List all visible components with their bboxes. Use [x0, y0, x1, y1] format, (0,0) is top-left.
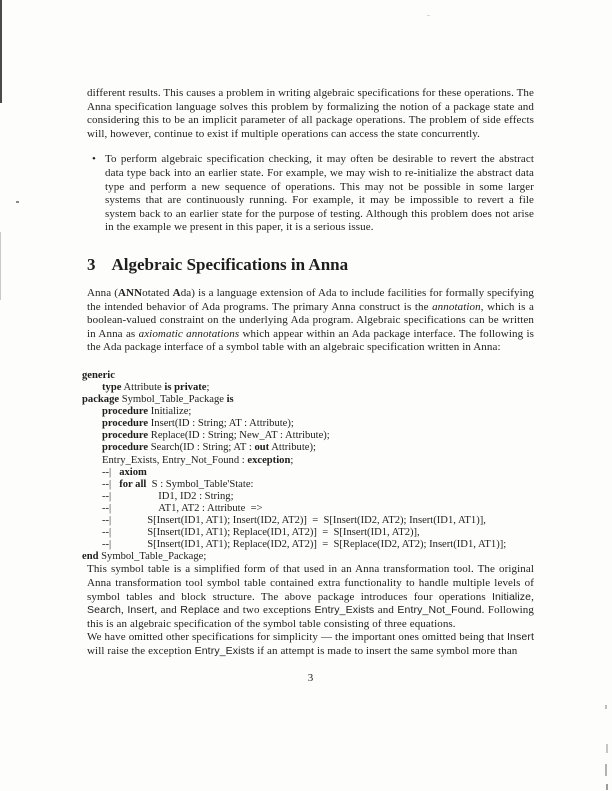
- text-run: procedure: [102, 442, 149, 454]
- annotation-prefix: --|: [102, 515, 112, 527]
- code-line: [82, 467, 534, 479]
- code-line: [82, 515, 534, 527]
- code-line: [82, 551, 534, 563]
- text-run: package: [82, 394, 120, 406]
- text-run: procedure: [102, 418, 149, 430]
- text-run: will raise the exception: [87, 644, 195, 657]
- text-run: out: [254, 442, 270, 454]
- code-line: [82, 479, 534, 491]
- text-run: Insert: [127, 604, 155, 617]
- code-line: [82, 527, 534, 539]
- text-run: Insert: [507, 631, 534, 644]
- code-line: [82, 430, 534, 442]
- text-run: Insert(ID : String; AT : Attribute);: [148, 418, 294, 430]
- text-run: AT1, AT2 : Attribute =>: [158, 502, 263, 514]
- text-run: otated: [142, 286, 173, 299]
- bullet-paragraph: [105, 153, 534, 235]
- body-paragraph-1: [87, 563, 534, 631]
- text-run: Replace(ID : String; New_AT : Attribute);: [148, 430, 330, 442]
- text-run: ID1, ID2 : String;: [158, 490, 234, 502]
- annotation-prefix: --|: [102, 527, 112, 539]
- text-run: Attribute: [121, 382, 165, 393]
- text-run: This symbol table is a simplified form of that used in an Anna transformation tool. The original Anna transformation tool symbol table contained extra functionality to handle multiple levels of symbol tables and block structure. The above package introduces four operations: [87, 563, 534, 603]
- code-line: [82, 491, 534, 503]
- code-line-content: [111, 503, 262, 514]
- text-run: generic: [82, 369, 115, 381]
- text-run: S[Insert(ID1, AT1); Replace(ID1, AT2)] = S[Insert(ID1, AT2)],: [147, 527, 420, 539]
- code-line-content: [102, 442, 316, 453]
- code-line-content: [111, 515, 486, 526]
- code-line: [82, 455, 534, 467]
- code-line-content: [111, 491, 233, 502]
- text-run: ;: [290, 454, 294, 466]
- text-run: ;: [206, 382, 210, 393]
- text-run: , and: [154, 604, 181, 617]
- text-run: da) is a language extension of Ada to include facilities for formally specifying the intended behavior of Ada programs. The primary Anna construct is the: [87, 286, 535, 313]
- code-line-content: [111, 527, 420, 538]
- text-run: type: [102, 382, 122, 393]
- text-run: We have omitted other specifications for simplicity — the important ones omitted being that: [87, 631, 508, 644]
- text-run: ANN: [118, 286, 143, 299]
- text-run: and two exceptions: [219, 604, 315, 617]
- text-run: exception: [247, 454, 291, 466]
- paragraph-continuation: [87, 87, 534, 141]
- text-run: Initialize: [492, 590, 532, 603]
- text-run: A: [172, 286, 181, 299]
- code-line-content: [82, 370, 115, 381]
- code-line: [82, 406, 534, 418]
- text-run: Entry_Not_Found: [397, 604, 482, 617]
- text-run: S : Symbol_Table'State:: [146, 478, 254, 490]
- text-run: . Following this is an algebraic specification of the symbol table consisting of three equations.: [87, 604, 535, 630]
- text-run: is: [164, 382, 172, 393]
- bullet-item: [87, 153, 534, 235]
- section-number: 3: [87, 254, 96, 274]
- text-run: To perform algebraic specification checking, it may often be desirable to revert the abstract data type back into an earlier state. For example, we may wish to re-initialize the abstract data type and perform a new sequence of operations. This may not be possible in some larger systems that are continuously running. For example, it may be impossible to revert a file system back to an earlier state for the purpose of testing. Although this problem does not arise in the example we present in this paper, it is a serious issue.: [105, 153, 534, 234]
- code-line: [82, 442, 534, 454]
- text-run: which appear within an Ada package interface. The following is the Ada package interface of a symbol table with an algebraic specification written in Anna:: [87, 327, 534, 354]
- intro-paragraph: [87, 287, 534, 355]
- annotation-prefix: --|: [102, 478, 112, 490]
- code-line-content: [82, 394, 234, 405]
- code-listing: [82, 370, 534, 564]
- scan-artifact-right-edge: [606, 744, 608, 753]
- text-run: axiomatic annotations: [138, 327, 240, 340]
- page-number: 3: [307, 671, 314, 684]
- text-run: Symbol_Table_Package;: [98, 551, 207, 563]
- text-run: private: [174, 382, 207, 393]
- code-line: [82, 382, 534, 394]
- text-run: Replace: [180, 604, 220, 617]
- text-run: annotation: [432, 300, 481, 313]
- text-run: for all: [119, 478, 147, 490]
- text-run: Entry_Exists: [194, 644, 255, 657]
- text-run: Search(ID : String; AT :: [148, 442, 255, 454]
- code-line-content: [111, 539, 506, 550]
- text-run: axiom: [119, 466, 147, 478]
- text-run: Attribute);: [269, 442, 316, 454]
- code-line-content: [102, 430, 330, 441]
- scan-artifact-right-edge: [605, 705, 607, 709]
- text-run: and: [374, 604, 398, 617]
- text-run: ,: [531, 590, 534, 603]
- code-line-content: [102, 406, 191, 417]
- text-run: end: [82, 551, 99, 563]
- text-run: , which is a boolean-valued constraint on the underlying Ada program. Algebraic specifications can be written in Anna as: [87, 300, 534, 340]
- text-run: Entry_Exists, Entry_Not_Found :: [102, 454, 248, 466]
- code-line-content: [102, 455, 293, 466]
- scan-artifact-right-edge: [606, 784, 608, 790]
- body-paragraph-2: [87, 631, 534, 658]
- code-line: [82, 394, 534, 406]
- scan-artifact-right-edge: [605, 764, 607, 776]
- text-run: different results. This causes a problem in writing algebraic specifications for these operations. The Anna specification language solves this problem by formalizing the notion of a package state and considering this to be an implicit parameter of all package operations. The problem of side effects will, however, continue to exist if multiple operations can access the state concurrently.: [87, 87, 534, 140]
- text-run: Anna (: [87, 286, 119, 299]
- code-line: [82, 418, 534, 430]
- text-run: is: [226, 394, 234, 406]
- bullet-marker: •: [92, 153, 96, 166]
- text-run: Entry_Exists: [314, 604, 375, 617]
- text-run: procedure: [102, 406, 149, 418]
- code-line-content: [111, 479, 253, 490]
- code-line-content: [102, 382, 209, 393]
- text-run: S[Insert(ID1, AT1); Insert(ID2, AT2)] = S[Insert(ID2, AT2); Insert(ID1, AT1)],: [147, 515, 486, 527]
- annotation-prefix: --|: [102, 502, 112, 514]
- section-heading: [87, 254, 534, 275]
- text-run: Initialize;: [148, 406, 192, 418]
- code-line: [82, 539, 534, 551]
- annotation-prefix: --|: [102, 490, 112, 502]
- text-run: S[Insert(ID1, AT1); Replace(ID2, AT2)] = S[Replace(ID2, AT2); Insert(ID1, AT1)];: [147, 539, 507, 551]
- annotation-prefix: --|: [102, 539, 112, 551]
- code-line: [82, 503, 534, 515]
- text-run: if an attempt is made to insert the same symbol more than: [254, 644, 518, 657]
- text-run: Search: [87, 604, 122, 617]
- section-title: Algebraic Specifications in Anna: [111, 254, 349, 274]
- code-line-content: [111, 467, 147, 478]
- annotation-prefix: --|: [102, 466, 112, 478]
- text-run: Symbol_Table_Package: [119, 394, 227, 406]
- text-run: ,: [121, 604, 128, 617]
- text-run: procedure: [102, 430, 149, 442]
- code-line-content: [102, 418, 294, 429]
- code-line-content: [82, 551, 206, 562]
- code-line: [82, 370, 534, 382]
